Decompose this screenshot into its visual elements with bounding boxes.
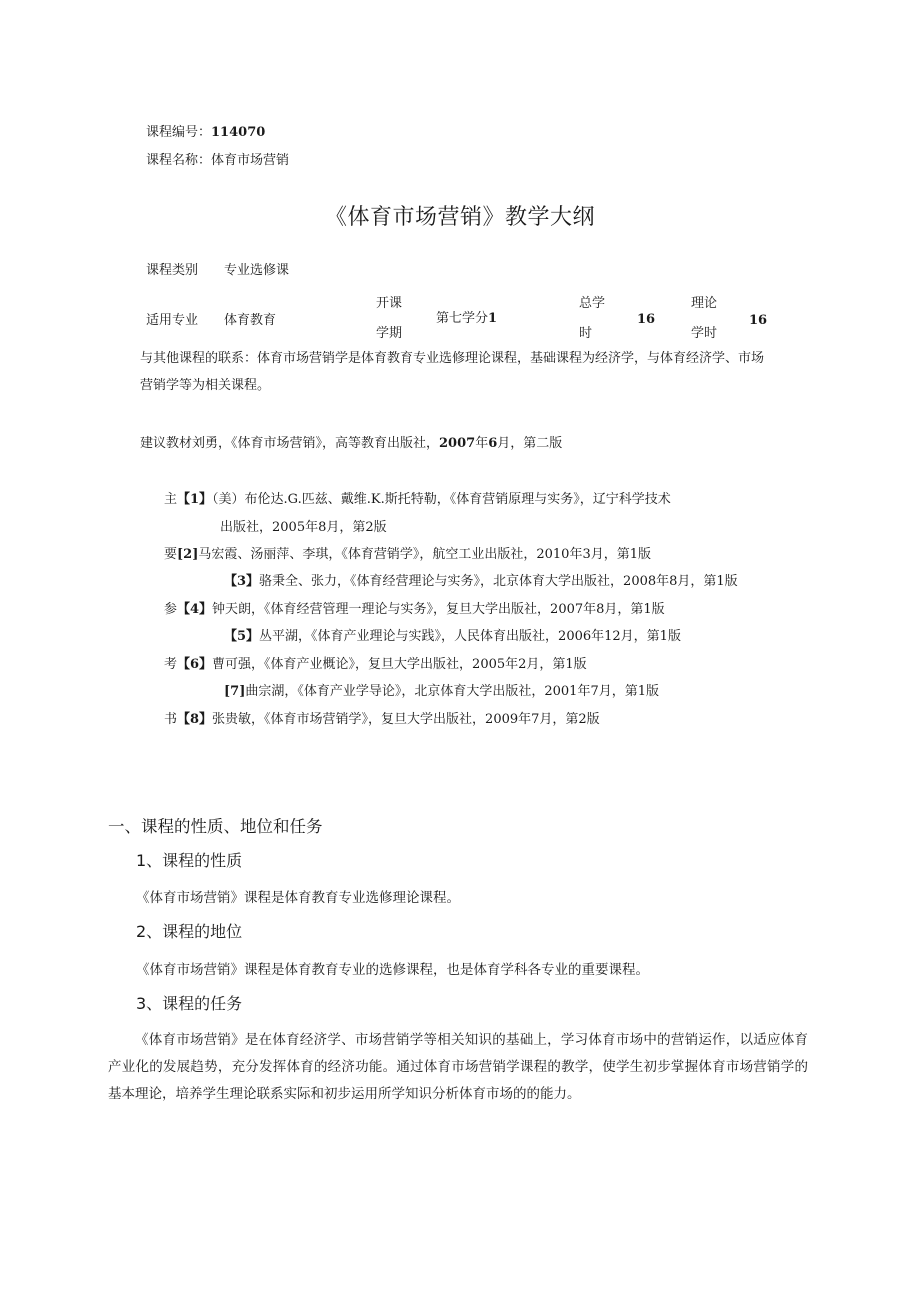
subsection-heading: 3、课程的任务 bbox=[136, 994, 243, 1013]
term-label-bottom: 学期 bbox=[376, 326, 403, 341]
reference-number: 【1】 bbox=[177, 492, 213, 507]
subsection-paragraph: 《体育市场营销》是在体育经济学、市场营销学等相关知识的基础上，学习体育市场中的营销运作，以适应体育产业化的发展趋势，充分发挥体育的经济功能。通过体育市场营销学课程的教学，使学生初步掌握体育市场营销学的基本理论，培养学生理论联系实际和初步运用所学知识分析体育市场的的能力。 bbox=[108, 1032, 808, 1102]
course-code-label: 课程编号： bbox=[146, 125, 212, 140]
reference-item bbox=[177, 547, 651, 563]
reference-text: 丛平湖，《体育产业理论与实践》，人民体育出版社，2006年12月，第1版 bbox=[259, 629, 681, 644]
subsection-heading: 1、课程的性质 bbox=[136, 851, 243, 870]
textbook-year: 2007 bbox=[439, 436, 476, 451]
textbook-prefix: 建议教材刘勇，《体育市场营销》，高等教育出版社， bbox=[140, 436, 440, 451]
reference-item bbox=[224, 629, 681, 645]
reference-continuation: 出版社，2005年8月，第2版 bbox=[220, 520, 387, 535]
reference-item bbox=[177, 712, 600, 728]
reference-item bbox=[224, 684, 659, 700]
major-label: 适用专业 bbox=[146, 313, 199, 328]
reference-number: 【6】 bbox=[177, 657, 213, 672]
reference-item bbox=[177, 602, 665, 618]
reference-text: 张贵敏，《体育市场营销学》，复旦大学出版社，2009年7月，第2版 bbox=[212, 712, 600, 727]
category-label: 课程类别 bbox=[146, 263, 199, 278]
reference-number: 【3】 bbox=[224, 574, 260, 589]
reference-number: [7] bbox=[224, 684, 246, 699]
ref-side-char: 书 bbox=[164, 712, 178, 727]
relation-line-2: 营销学等为相关课程。 bbox=[140, 378, 271, 393]
theory-hours-label-top: 理论 bbox=[691, 296, 718, 311]
relation-line-1: 与其他课程的联系：体育市场营销学是体育教育专业选修理论课程，基础课程为经济学，与体育经济学、市场 bbox=[140, 351, 765, 366]
subsection-heading: 2、课程的地位 bbox=[136, 922, 243, 941]
reference-text: 钟天朗，《体育经营管理一理论与实务》，复旦大学出版社，2007年8月，第1版 bbox=[212, 602, 665, 617]
textbook-year-unit: 年 bbox=[475, 436, 489, 451]
reference-number: 【5】 bbox=[224, 629, 260, 644]
category-value: 专业选修课 bbox=[224, 263, 290, 278]
reference-number: [2] bbox=[177, 547, 199, 562]
reference-number: 【8】 bbox=[177, 712, 213, 727]
reference-item bbox=[224, 574, 738, 590]
textbook-suffix: 月，第二版 bbox=[497, 436, 563, 451]
course-name-label: 课程名称： bbox=[146, 153, 212, 168]
ref-side-char: 考 bbox=[164, 657, 178, 672]
section-heading: 一、课程的性质、地位和任务 bbox=[108, 817, 323, 836]
reference-text: 曹可强，《体育产业概论》，复旦大学出版社，2005年2月，第1版 bbox=[212, 657, 587, 672]
textbook-month: 6 bbox=[488, 436, 498, 451]
subsection-text: 《体育市场营销》课程是体育教育专业选修理论课程。 bbox=[136, 890, 460, 906]
reference-text: 曲宗湖，《体育产业学导论》，北京体育大学出版社，2001年7月，第1版 bbox=[245, 684, 659, 699]
major-value: 体育教育 bbox=[224, 313, 277, 328]
term-text: 第七学分 bbox=[436, 311, 489, 326]
page-title: 《体育市场营销》教学大纲 bbox=[324, 205, 595, 230]
reference-item bbox=[177, 492, 671, 508]
ref-side-char: 主 bbox=[164, 492, 178, 507]
reference-text: 骆秉全、张力，《体育经营理论与实务》，北京体育大学出版社，2008年8月，第1版 bbox=[259, 574, 738, 589]
course-name: 体育市场营销 bbox=[211, 153, 290, 168]
term-label-top: 开课 bbox=[376, 296, 403, 311]
ref-side-char: 要 bbox=[164, 547, 178, 562]
ref-side-char: 参 bbox=[164, 602, 178, 617]
total-hours-label-bottom: 时 bbox=[579, 326, 593, 341]
textbook-line bbox=[140, 436, 562, 452]
total-hours-label-top: 总学 bbox=[579, 296, 606, 311]
reference-text: 马宏霞、汤丽萍、李琪，《体育营销学》，航空工业出版社，2010年3月，第1版 bbox=[198, 547, 651, 562]
subsection-text: 《体育市场营销》课程是体育教育专业的选修课程，也是体育学科各专业的重要课程。 bbox=[136, 962, 649, 978]
total-hours-value: 16 bbox=[637, 312, 656, 327]
reference-item bbox=[177, 657, 587, 673]
credits-value: 1 bbox=[488, 311, 498, 326]
reference-text: （美）布伦达.G.匹兹、戴维.K.斯托特勒，《体育营销原理与实务》，辽宁科学技术 bbox=[212, 492, 671, 507]
reference-number: 【4】 bbox=[177, 602, 213, 617]
course-code-line bbox=[146, 125, 265, 141]
theory-hours-label-bottom: 学时 bbox=[691, 326, 718, 341]
course-code: 114070 bbox=[211, 125, 266, 140]
term-value bbox=[436, 311, 497, 327]
course-name-line bbox=[146, 153, 289, 169]
theory-hours-value: 16 bbox=[749, 313, 768, 328]
